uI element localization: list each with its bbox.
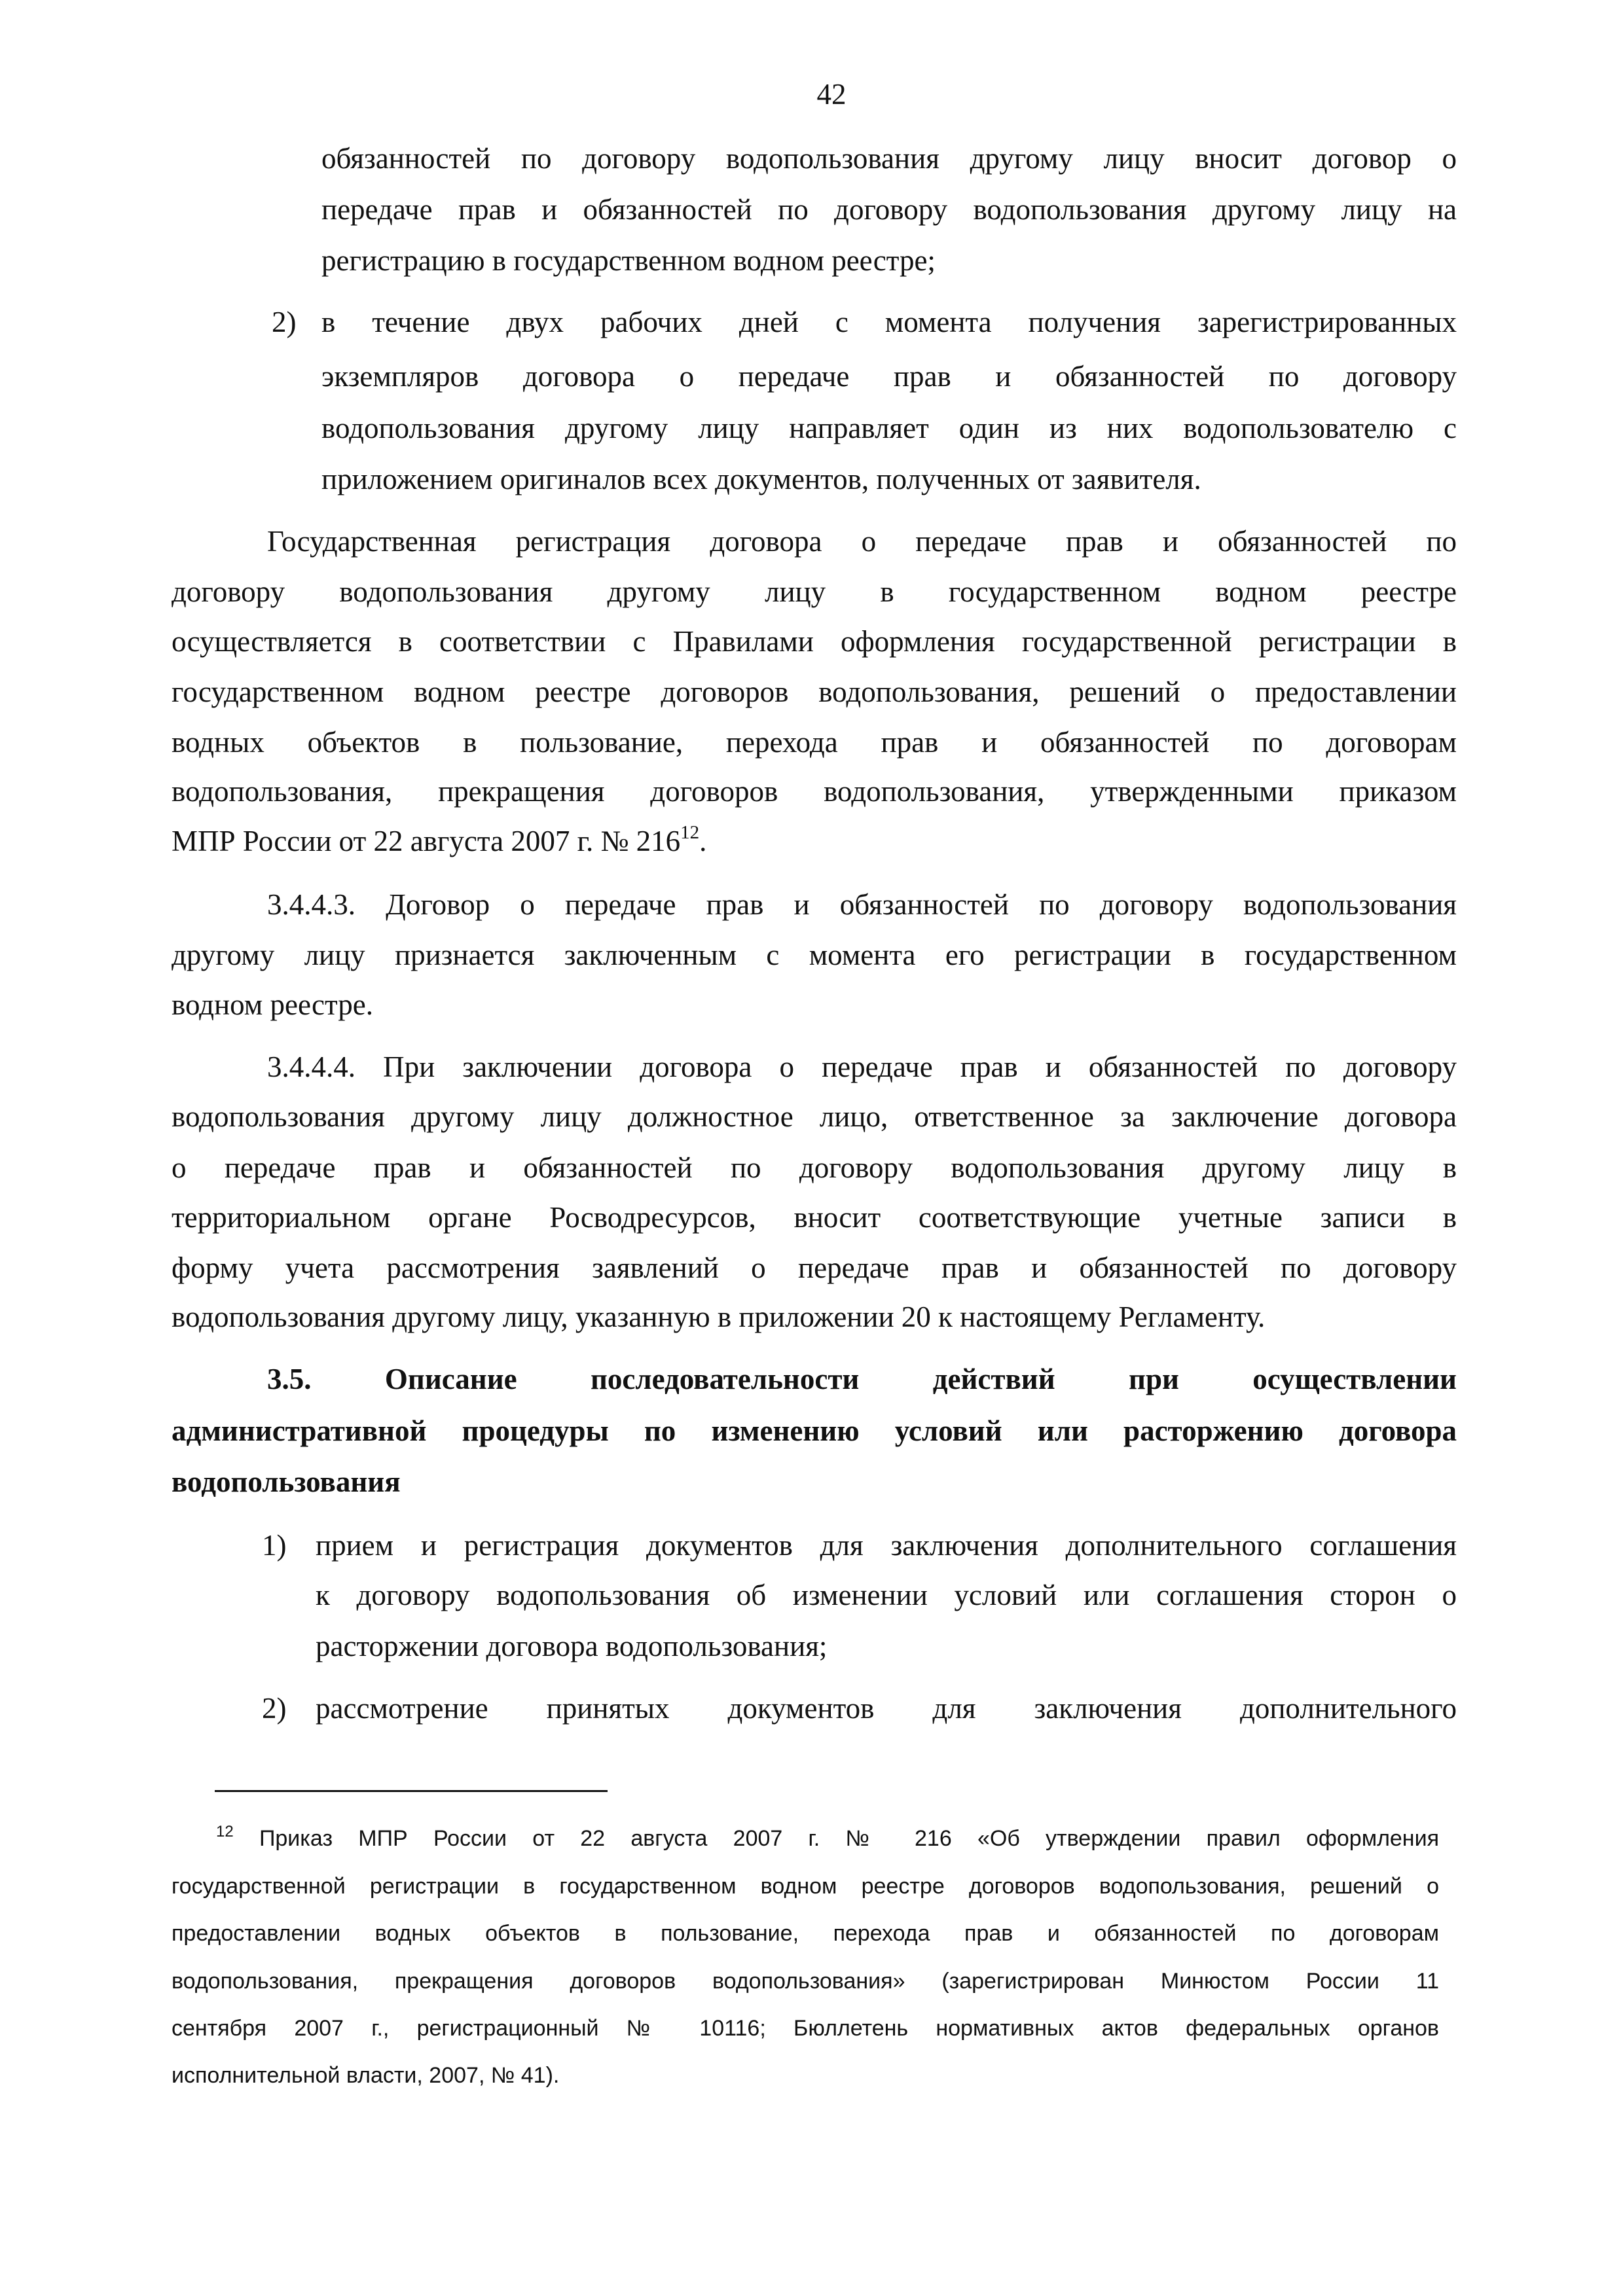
text-line: водных объектов в пользование, перехода прав и обязанностей по договорам [172, 726, 1457, 759]
text-line: расторжении договора водопользования; [316, 1630, 828, 1662]
text-line: водопользования другому лицу направляет один из них водопользователю с [321, 412, 1457, 444]
text-line: другому лицу признается заключенным с момента его регистрации в государственном [172, 939, 1457, 971]
footnote-line: предоставлении водных объектов в пользование, перехода прав и обязанностей по договорам [172, 1921, 1439, 1946]
text-span: МПР России от 22 августа 2007 г. № 216 [172, 825, 681, 857]
text-line: государственном водном реестре договоров водопользования, решений о предоставлении [172, 675, 1457, 708]
page-number: 42 [816, 78, 847, 111]
text-line: о передаче прав и обязанностей по договору водопользования другому лицу в [172, 1151, 1457, 1184]
text-line: в течение двух рабочих дней с момента получения зарегистрированных [321, 306, 1457, 338]
text-line: к договору водопользования об изменении условий или соглашения сторон о [316, 1579, 1457, 1611]
text-span: . [699, 825, 707, 857]
text-line: регистрацию в государственном водном реестре; [321, 244, 936, 277]
heading-line: 3.5. Описание последовательности действий при осуществлении [267, 1363, 1457, 1395]
heading-line: административной процедуры по изменению условий или расторжению договора [172, 1414, 1457, 1447]
heading-line: водопользования [172, 1465, 401, 1498]
list-marker: 2) [272, 306, 297, 338]
footnote-marker: 12 [216, 1823, 234, 1840]
text-line: территориальном органе Росводресурсов, вносит соответствующие учетные записи в [172, 1201, 1457, 1234]
footnote-line: исполнительной власти, 2007, № 41). [172, 2063, 560, 2088]
text-line: водном реестре. [172, 988, 373, 1021]
text-line: Государственная регистрация договора о передаче прав и обязанностей по [267, 525, 1457, 558]
text-line: 3.4.4.3. Договор о передаче прав и обязанностей по договору водопользования [267, 888, 1457, 921]
footnote-line: сентября 2007 г., регистрационный № 10116; Бюллетень нормативных актов федеральных органов [172, 2016, 1439, 2041]
text-line: водопользования, прекращения договоров водопользования, утвержденными приказом [172, 775, 1457, 808]
text-line: прием и регистрация документов для заключения дополнительного соглашения [316, 1529, 1457, 1562]
text-line: экземпляров договора о передаче прав и обязанностей по договору [321, 360, 1457, 393]
text-line: форму учета рассмотрения заявлений о передаче прав и обязанностей по договору [172, 1251, 1457, 1284]
footnote-separator [215, 1790, 608, 1792]
text-line: водопользования другому лицу, указанную в приложении 20 к настоящему Регламенту. [172, 1300, 1266, 1333]
text-line: 3.4.4.4. При заключении договора о передаче прав и обязанностей по договору [267, 1050, 1457, 1083]
text-line: передаче прав и обязанностей по договору водопользования другому лицу на [321, 193, 1457, 226]
list-marker: 2) [262, 1692, 287, 1725]
text-line: рассмотрение принятых документов для заключения дополнительного [316, 1692, 1457, 1725]
text-line: водопользования другому лицу должностное лицо, ответственное за заключение договора [172, 1100, 1457, 1133]
footnote-line: водопользования, прекращения договоров водопользования» (зарегистрирован Минюстом России 11 [172, 1969, 1439, 1994]
text-line [172, 822, 707, 857]
list-marker: 1) [262, 1529, 287, 1562]
footnote-line: государственной регистрации в государственном водном реестре договоров водопользования, решений о [172, 1874, 1439, 1899]
footnote-line [216, 1823, 1439, 1851]
footnote-reference: 12 [680, 822, 700, 843]
footnote-text: Приказ МПР России от 22 августа 2007 г. № 216 «Об утверждении правил оформления [259, 1826, 1439, 1851]
text-line: осуществляется в соответствии с Правилами оформления государственной регистрации в [172, 625, 1457, 658]
text-line: договору водопользования другому лицу в государственном водном реестре [172, 575, 1457, 608]
text-line: приложением оригиналов всех документов, полученных от заявителя. [321, 463, 1201, 495]
text-line: обязанностей по договору водопользования другому лицу вносит договор о [321, 142, 1457, 175]
